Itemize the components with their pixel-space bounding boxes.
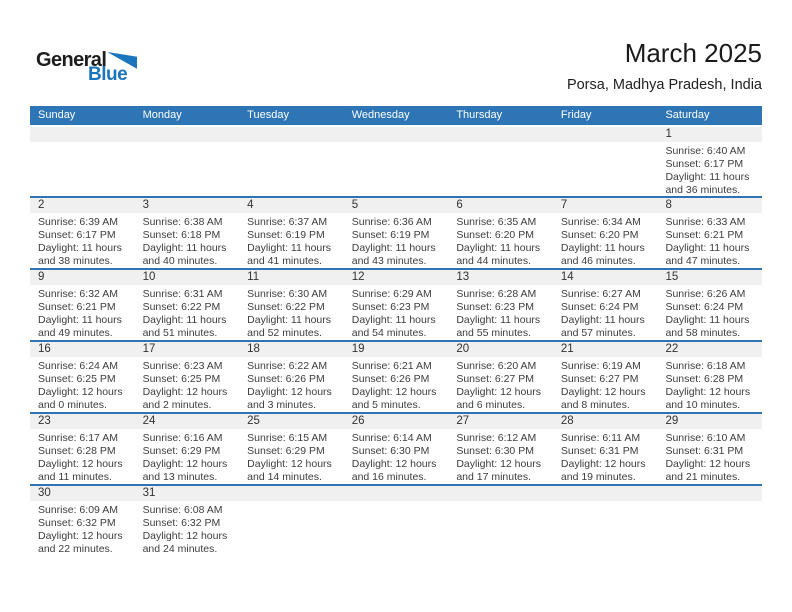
day-details	[30, 285, 135, 340]
day-details	[135, 285, 240, 340]
week-row-2	[30, 196, 762, 268]
day-number: 13	[448, 270, 553, 285]
daylight-line-1: Daylight: 11 hours	[38, 241, 122, 254]
day-details	[657, 142, 762, 196]
sunrise-line: Sunrise: 6:32 AM	[38, 288, 118, 300]
day-cell-15	[657, 270, 762, 340]
daylight-line-2: and 54 minutes.	[351, 326, 427, 339]
daylight-line-2: and 52 minutes.	[247, 326, 322, 339]
sunrise-line: Sunrise: 6:35 AM	[456, 216, 537, 228]
day-details	[239, 429, 344, 484]
day-number: 8	[657, 198, 762, 213]
day-number: 19	[344, 342, 449, 357]
daylight-line-1: Daylight: 11 hours	[456, 241, 541, 254]
day-details	[553, 357, 658, 412]
day-details	[344, 357, 449, 412]
day-number: 22	[657, 342, 762, 357]
week-row-4	[30, 340, 762, 412]
daylight-line-1: Daylight: 12 hours	[38, 529, 123, 542]
daylight-line-1: Daylight: 11 hours	[142, 313, 227, 326]
day-details	[239, 357, 344, 412]
day-cell-16	[30, 342, 135, 412]
daylight-line-1: Daylight: 11 hours	[665, 170, 750, 183]
daylight-line-1: Daylight: 12 hours	[665, 457, 751, 470]
daylight-line-2: and 24 minutes.	[142, 542, 218, 555]
calendar-table	[30, 106, 762, 556]
day-cell-14	[553, 270, 658, 340]
day-details	[239, 285, 344, 340]
day-cell-23	[30, 414, 135, 484]
sunset-line: Sunset: 6:23 PM	[456, 300, 534, 313]
day-number: 24	[135, 414, 240, 429]
day-details	[657, 429, 762, 484]
empty-cell	[239, 486, 344, 556]
empty-cell	[344, 486, 449, 556]
empty-day-band	[30, 127, 135, 142]
daylight-line-2: and 51 minutes.	[142, 326, 218, 339]
sunrise-line: Sunrise: 6:28 AM	[456, 288, 537, 300]
day-details	[135, 213, 240, 268]
daylight-line-2: and 2 minutes.	[142, 398, 212, 411]
sunrise-line: Sunrise: 6:18 AM	[665, 360, 746, 372]
sunrise-line: Sunrise: 6:15 AM	[247, 432, 328, 444]
day-cell-6	[448, 198, 553, 268]
sunset-line: Sunset: 6:27 PM	[456, 372, 534, 385]
sunrise-line: Sunrise: 6:37 AM	[247, 216, 328, 228]
sunrise-line: Sunrise: 6:34 AM	[560, 216, 641, 228]
day-number: 2	[30, 198, 135, 213]
day-cell-2	[30, 198, 135, 268]
day-number: 23	[30, 414, 135, 429]
empty-day-band	[135, 127, 240, 142]
empty-cell	[553, 127, 658, 196]
day-number: 1	[657, 127, 762, 142]
week-row-3	[30, 268, 762, 340]
sunrise-line: Sunrise: 6:39 AM	[38, 216, 118, 228]
day-number: 11	[239, 270, 344, 285]
day-details	[135, 501, 240, 556]
sunset-line: Sunset: 6:24 PM	[665, 300, 744, 313]
day-details	[30, 429, 135, 484]
daylight-line-1: Daylight: 12 hours	[665, 385, 751, 398]
day-cell-28	[553, 414, 658, 484]
sunrise-line: Sunrise: 6:09 AM	[38, 504, 118, 516]
day-details	[30, 357, 135, 412]
sunrise-line: Sunrise: 6:36 AM	[351, 216, 432, 228]
day-details	[657, 213, 762, 268]
sunset-line: Sunset: 6:20 PM	[456, 228, 534, 241]
day-number: 28	[553, 414, 658, 429]
sunset-line: Sunset: 6:22 PM	[142, 300, 221, 313]
empty-cell	[448, 486, 553, 556]
day-number: 25	[239, 414, 344, 429]
weekday-header-friday: Friday	[560, 109, 592, 121]
daylight-line-2: and 21 minutes.	[665, 470, 741, 483]
daylight-line-2: and 44 minutes.	[456, 254, 532, 267]
sunset-line: Sunset: 6:21 PM	[665, 228, 744, 241]
weekday-header-thursday: Thursday	[456, 109, 503, 121]
sunrise-line: Sunrise: 6:23 AM	[142, 360, 223, 372]
daylight-line-1: Daylight: 12 hours	[247, 385, 332, 398]
empty-day-band	[344, 127, 449, 142]
daylight-line-2: and 58 minutes.	[665, 326, 741, 339]
sunset-line: Sunset: 6:26 PM	[247, 372, 325, 385]
day-cell-9	[30, 270, 135, 340]
daylight-line-2: and 47 minutes.	[665, 254, 741, 267]
sunrise-line: Sunrise: 6:21 AM	[351, 360, 432, 372]
day-cell-21	[553, 342, 658, 412]
daylight-line-2: and 46 minutes.	[560, 254, 636, 267]
sunset-line: Sunset: 6:18 PM	[142, 228, 221, 241]
sunset-line: Sunset: 6:19 PM	[351, 228, 430, 241]
day-number: 29	[657, 414, 762, 429]
day-details	[553, 429, 658, 484]
sunset-line: Sunset: 6:32 PM	[142, 516, 221, 529]
daylight-line-2: and 40 minutes.	[142, 254, 218, 267]
day-cell-24	[135, 414, 240, 484]
day-cell-25	[239, 414, 344, 484]
daylight-line-2: and 3 minutes.	[247, 398, 317, 411]
page-title: March 2025	[624, 38, 762, 68]
logo-general-text: General	[36, 49, 107, 71]
calendar-body	[30, 127, 762, 556]
day-number: 12	[344, 270, 449, 285]
day-cell-26	[344, 414, 449, 484]
daylight-line-1: Daylight: 11 hours	[665, 313, 750, 326]
empty-cell	[448, 127, 553, 196]
empty-cell	[553, 486, 658, 556]
daylight-line-1: Daylight: 12 hours	[351, 385, 437, 398]
empty-day-band	[448, 486, 553, 501]
general-blue-logo	[36, 50, 156, 84]
sunset-line: Sunset: 6:30 PM	[456, 444, 534, 457]
daylight-line-1: Daylight: 12 hours	[142, 457, 228, 470]
daylight-line-1: Daylight: 12 hours	[456, 457, 541, 470]
daylight-line-2: and 57 minutes.	[560, 326, 636, 339]
sunrise-line: Sunrise: 6:31 AM	[142, 288, 223, 300]
daylight-line-1: Daylight: 11 hours	[247, 241, 332, 254]
day-number: 7	[553, 198, 658, 213]
day-number: 6	[448, 198, 553, 213]
page-subtitle: Porsa, Madhya Pradesh, India	[566, 77, 762, 93]
day-number: 14	[553, 270, 658, 285]
daylight-line-1: Daylight: 12 hours	[38, 457, 123, 470]
sunset-line: Sunset: 6:28 PM	[665, 372, 744, 385]
daylight-line-1: Daylight: 11 hours	[351, 313, 436, 326]
day-details	[344, 429, 449, 484]
day-cell-22	[657, 342, 762, 412]
daylight-line-2: and 10 minutes.	[665, 398, 741, 411]
daylight-line-1: Daylight: 12 hours	[38, 385, 123, 398]
daylight-line-1: Daylight: 11 hours	[665, 241, 750, 254]
day-cell-12	[344, 270, 449, 340]
sunrise-line: Sunrise: 6:17 AM	[38, 432, 118, 444]
sunrise-line: Sunrise: 6:20 AM	[456, 360, 537, 372]
day-number: 9	[30, 270, 135, 285]
daylight-line-2: and 43 minutes.	[351, 254, 427, 267]
day-details	[30, 213, 135, 268]
day-cell-31	[135, 486, 240, 556]
day-details	[553, 285, 658, 340]
weekday-header-saturday: Saturday	[665, 109, 710, 121]
day-details	[553, 213, 658, 268]
sunrise-line: Sunrise: 6:30 AM	[247, 288, 328, 300]
sunset-line: Sunset: 6:29 PM	[247, 444, 325, 457]
day-details	[30, 501, 135, 556]
day-number: 17	[135, 342, 240, 357]
day-details	[448, 357, 553, 412]
daylight-line-2: and 49 minutes.	[38, 326, 113, 339]
sunset-line: Sunset: 6:22 PM	[247, 300, 325, 313]
daylight-line-2: and 36 minutes.	[665, 183, 741, 196]
daylight-line-2: and 11 minutes.	[38, 470, 112, 483]
sunrise-line: Sunrise: 6:10 AM	[665, 432, 746, 444]
weekday-header-wednesday: Wednesday	[351, 109, 410, 121]
daylight-line-1: Daylight: 12 hours	[142, 385, 228, 398]
empty-day-band	[344, 486, 449, 501]
day-details	[657, 285, 762, 340]
daylight-line-2: and 6 minutes.	[456, 398, 526, 411]
week-row-5	[30, 412, 762, 484]
day-details	[657, 357, 762, 412]
day-cell-3	[135, 198, 240, 268]
day-details	[448, 213, 553, 268]
day-cell-20	[448, 342, 553, 412]
empty-day-band	[448, 127, 553, 142]
sunset-line: Sunset: 6:17 PM	[38, 228, 116, 241]
sunset-line: Sunset: 6:25 PM	[142, 372, 221, 385]
weekday-header-tuesday: Tuesday	[247, 109, 289, 121]
daylight-line-2: and 8 minutes.	[560, 398, 630, 411]
day-number: 16	[30, 342, 135, 357]
day-cell-5	[344, 198, 449, 268]
day-number: 31	[135, 486, 240, 501]
empty-cell	[135, 127, 240, 196]
day-number: 30	[30, 486, 135, 501]
empty-cell	[344, 127, 449, 196]
daylight-line-2: and 22 minutes.	[38, 542, 113, 555]
daylight-line-2: and 0 minutes.	[38, 398, 107, 411]
sunset-line: Sunset: 6:23 PM	[351, 300, 430, 313]
weekday-header-row	[30, 106, 762, 125]
day-cell-17	[135, 342, 240, 412]
day-number: 15	[657, 270, 762, 285]
day-details	[135, 357, 240, 412]
sunrise-line: Sunrise: 6:26 AM	[665, 288, 746, 300]
sunrise-line: Sunrise: 6:24 AM	[38, 360, 118, 372]
daylight-line-2: and 41 minutes.	[247, 254, 322, 267]
empty-day-band	[239, 486, 344, 501]
empty-day-band	[553, 127, 658, 142]
day-details	[344, 285, 449, 340]
daylight-line-1: Daylight: 12 hours	[560, 385, 646, 398]
day-details	[448, 285, 553, 340]
weekday-header-sunday: Sunday	[38, 109, 76, 121]
daylight-line-2: and 13 minutes.	[142, 470, 218, 483]
day-details	[344, 213, 449, 268]
day-number: 18	[239, 342, 344, 357]
daylight-line-1: Daylight: 11 hours	[560, 241, 645, 254]
sunset-line: Sunset: 6:17 PM	[665, 157, 744, 170]
day-number: 21	[553, 342, 658, 357]
day-number: 10	[135, 270, 240, 285]
day-cell-8	[657, 198, 762, 268]
week-row-6	[30, 484, 762, 556]
daylight-line-2: and 17 minutes.	[456, 470, 532, 483]
empty-cell	[30, 127, 135, 196]
daylight-line-2: and 38 minutes.	[38, 254, 113, 267]
weekday-header-monday: Monday	[142, 109, 182, 121]
daylight-line-2: and 14 minutes.	[247, 470, 322, 483]
daylight-line-2: and 19 minutes.	[560, 470, 636, 483]
day-cell-1	[657, 127, 762, 196]
empty-day-band	[553, 486, 658, 501]
sunrise-line: Sunrise: 6:29 AM	[351, 288, 432, 300]
sunset-line: Sunset: 6:29 PM	[142, 444, 221, 457]
sunset-line: Sunset: 6:27 PM	[560, 372, 639, 385]
day-details	[448, 429, 553, 484]
day-cell-11	[239, 270, 344, 340]
sunset-line: Sunset: 6:21 PM	[38, 300, 116, 313]
daylight-line-1: Daylight: 11 hours	[351, 241, 436, 254]
day-cell-18	[239, 342, 344, 412]
day-number: 27	[448, 414, 553, 429]
daylight-line-2: and 55 minutes.	[456, 326, 532, 339]
sunset-line: Sunset: 6:26 PM	[351, 372, 430, 385]
day-cell-29	[657, 414, 762, 484]
day-cell-19	[344, 342, 449, 412]
day-number: 3	[135, 198, 240, 213]
sunset-line: Sunset: 6:30 PM	[351, 444, 430, 457]
day-details	[135, 429, 240, 484]
day-details	[239, 213, 344, 268]
sunrise-line: Sunrise: 6:40 AM	[665, 145, 746, 157]
day-number: 5	[344, 198, 449, 213]
sunrise-line: Sunrise: 6:12 AM	[456, 432, 537, 444]
week-row-1	[30, 127, 762, 196]
sunset-line: Sunset: 6:31 PM	[665, 444, 744, 457]
sunrise-line: Sunrise: 6:33 AM	[665, 216, 746, 228]
empty-cell	[239, 127, 344, 196]
sunset-line: Sunset: 6:32 PM	[38, 516, 116, 529]
daylight-line-1: Daylight: 12 hours	[560, 457, 646, 470]
daylight-line-1: Daylight: 11 hours	[247, 313, 332, 326]
sunrise-line: Sunrise: 6:16 AM	[142, 432, 223, 444]
sunset-line: Sunset: 6:25 PM	[38, 372, 116, 385]
daylight-line-1: Daylight: 11 hours	[38, 313, 122, 326]
daylight-line-1: Daylight: 11 hours	[142, 241, 227, 254]
daylight-line-1: Daylight: 12 hours	[247, 457, 332, 470]
sunrise-line: Sunrise: 6:38 AM	[142, 216, 223, 228]
day-cell-13	[448, 270, 553, 340]
daylight-line-1: Daylight: 12 hours	[456, 385, 541, 398]
sunrise-line: Sunrise: 6:19 AM	[560, 360, 641, 372]
empty-day-band	[239, 127, 344, 142]
daylight-line-1: Daylight: 12 hours	[142, 529, 228, 542]
sunrise-line: Sunrise: 6:14 AM	[351, 432, 432, 444]
daylight-line-1: Daylight: 12 hours	[351, 457, 437, 470]
sunrise-line: Sunrise: 6:22 AM	[247, 360, 328, 372]
day-cell-30	[30, 486, 135, 556]
empty-cell	[657, 486, 762, 556]
day-cell-10	[135, 270, 240, 340]
sunset-line: Sunset: 6:20 PM	[560, 228, 639, 241]
sunset-line: Sunset: 6:28 PM	[38, 444, 116, 457]
day-cell-7	[553, 198, 658, 268]
sunset-line: Sunset: 6:24 PM	[560, 300, 639, 313]
sunset-line: Sunset: 6:19 PM	[247, 228, 325, 241]
daylight-line-1: Daylight: 11 hours	[456, 313, 541, 326]
logo-blue-text: Blue	[88, 64, 128, 85]
day-number: 26	[344, 414, 449, 429]
sunrise-line: Sunrise: 6:11 AM	[560, 432, 641, 444]
empty-day-band	[657, 486, 762, 501]
day-cell-27	[448, 414, 553, 484]
day-number: 4	[239, 198, 344, 213]
day-number: 20	[448, 342, 553, 357]
daylight-line-2: and 5 minutes.	[351, 398, 421, 411]
sunrise-line: Sunrise: 6:27 AM	[560, 288, 641, 300]
sunset-line: Sunset: 6:31 PM	[560, 444, 639, 457]
day-cell-4	[239, 198, 344, 268]
sunrise-line: Sunrise: 6:08 AM	[142, 504, 223, 516]
daylight-line-1: Daylight: 11 hours	[560, 313, 645, 326]
daylight-line-2: and 16 minutes.	[351, 470, 427, 483]
